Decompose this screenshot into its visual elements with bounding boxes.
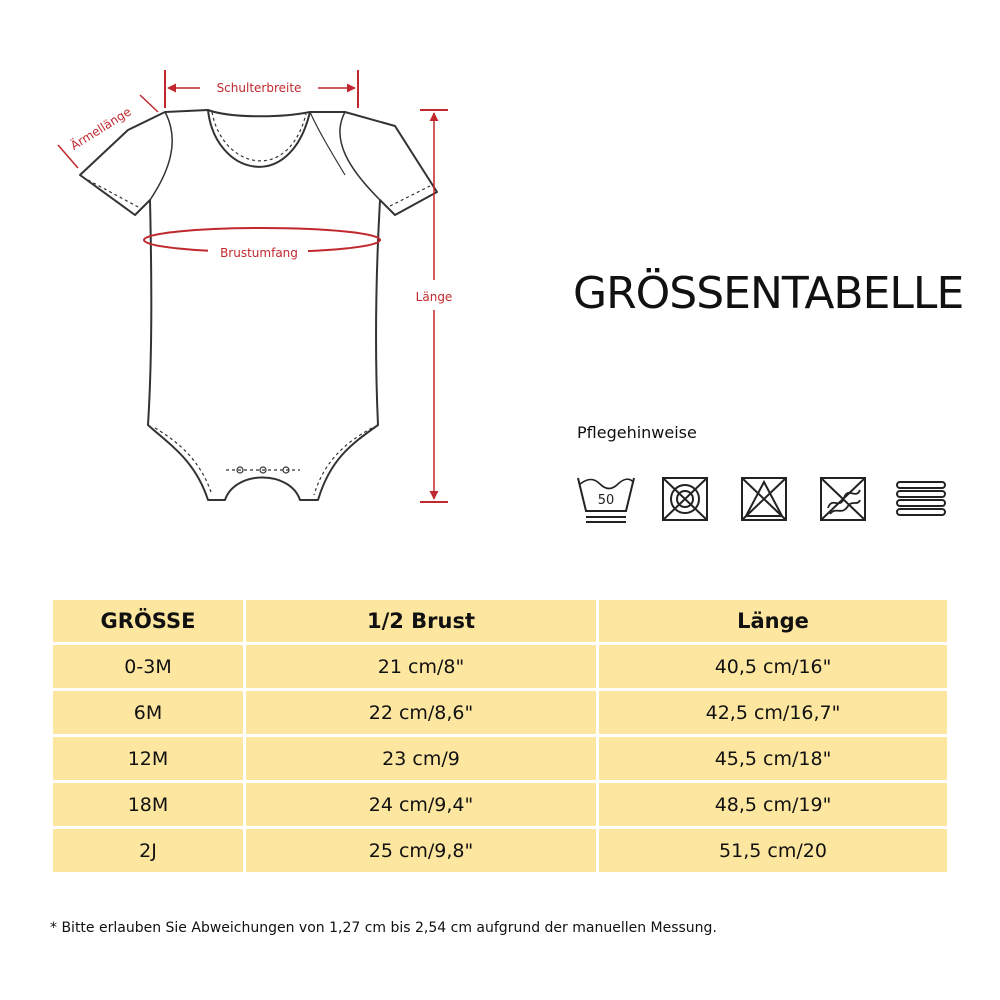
cell-half-chest: 22 cm/8,6"	[246, 691, 596, 734]
no-wring-icon	[821, 478, 865, 520]
bodysuit-outline	[80, 110, 437, 500]
no-tumble-dry-icon	[663, 478, 707, 520]
measurement-footnote: * Bitte erlauben Sie Abweichungen von 1,27 cm bis 2,54 cm aufgrund der manuellen Messung.	[50, 920, 717, 936]
cell-size: 0-3M	[53, 645, 243, 688]
header-length: Länge	[599, 600, 947, 642]
table-header-row	[53, 600, 947, 642]
cell-length: 51,5 cm/20	[599, 829, 947, 872]
bodysuit-measurement-diagram	[0, 0, 520, 560]
cell-length: 45,5 cm/18"	[599, 737, 947, 780]
header-size: GRÖSSE	[53, 600, 243, 642]
page-title: GRÖSSENTABELLE	[573, 268, 964, 319]
cell-half-chest: 21 cm/8"	[246, 645, 596, 688]
sleeve-length-dimension	[58, 95, 158, 168]
care-icons	[570, 466, 990, 528]
cell-half-chest: 24 cm/9,4"	[246, 783, 596, 826]
table-row	[53, 691, 947, 734]
shoulder-width-dimension	[165, 70, 358, 108]
shoulder-width-label: Schulterbreite	[216, 81, 302, 95]
cell-size: 12M	[53, 737, 243, 780]
cell-length: 40,5 cm/16"	[599, 645, 947, 688]
header-half-chest: 1/2 Brust	[246, 600, 596, 642]
flat-dry-icon	[897, 482, 945, 515]
cell-half-chest: 23 cm/9	[246, 737, 596, 780]
table-row	[53, 737, 947, 780]
cell-half-chest: 25 cm/9,8"	[246, 829, 596, 872]
cell-size: 18M	[53, 783, 243, 826]
table-row	[53, 783, 947, 826]
no-bleach-icon	[742, 478, 786, 520]
cell-length: 42,5 cm/16,7"	[599, 691, 947, 734]
wash-50-icon	[578, 478, 634, 522]
length-label: Länge	[415, 290, 453, 304]
chest-label: Brustumfang	[220, 246, 298, 260]
cell-size: 2J	[53, 829, 243, 872]
cell-size: 6M	[53, 691, 243, 734]
table-row	[53, 645, 947, 688]
care-instructions-heading: Pflegehinweise	[577, 423, 697, 442]
sleeve-length-label: Ärmellänge	[68, 104, 134, 153]
cell-length: 48,5 cm/19"	[599, 783, 947, 826]
wash-temperature: 50	[597, 493, 615, 508]
size-chart-table	[50, 597, 950, 875]
chest-dimension	[144, 228, 380, 262]
table-row	[53, 829, 947, 872]
